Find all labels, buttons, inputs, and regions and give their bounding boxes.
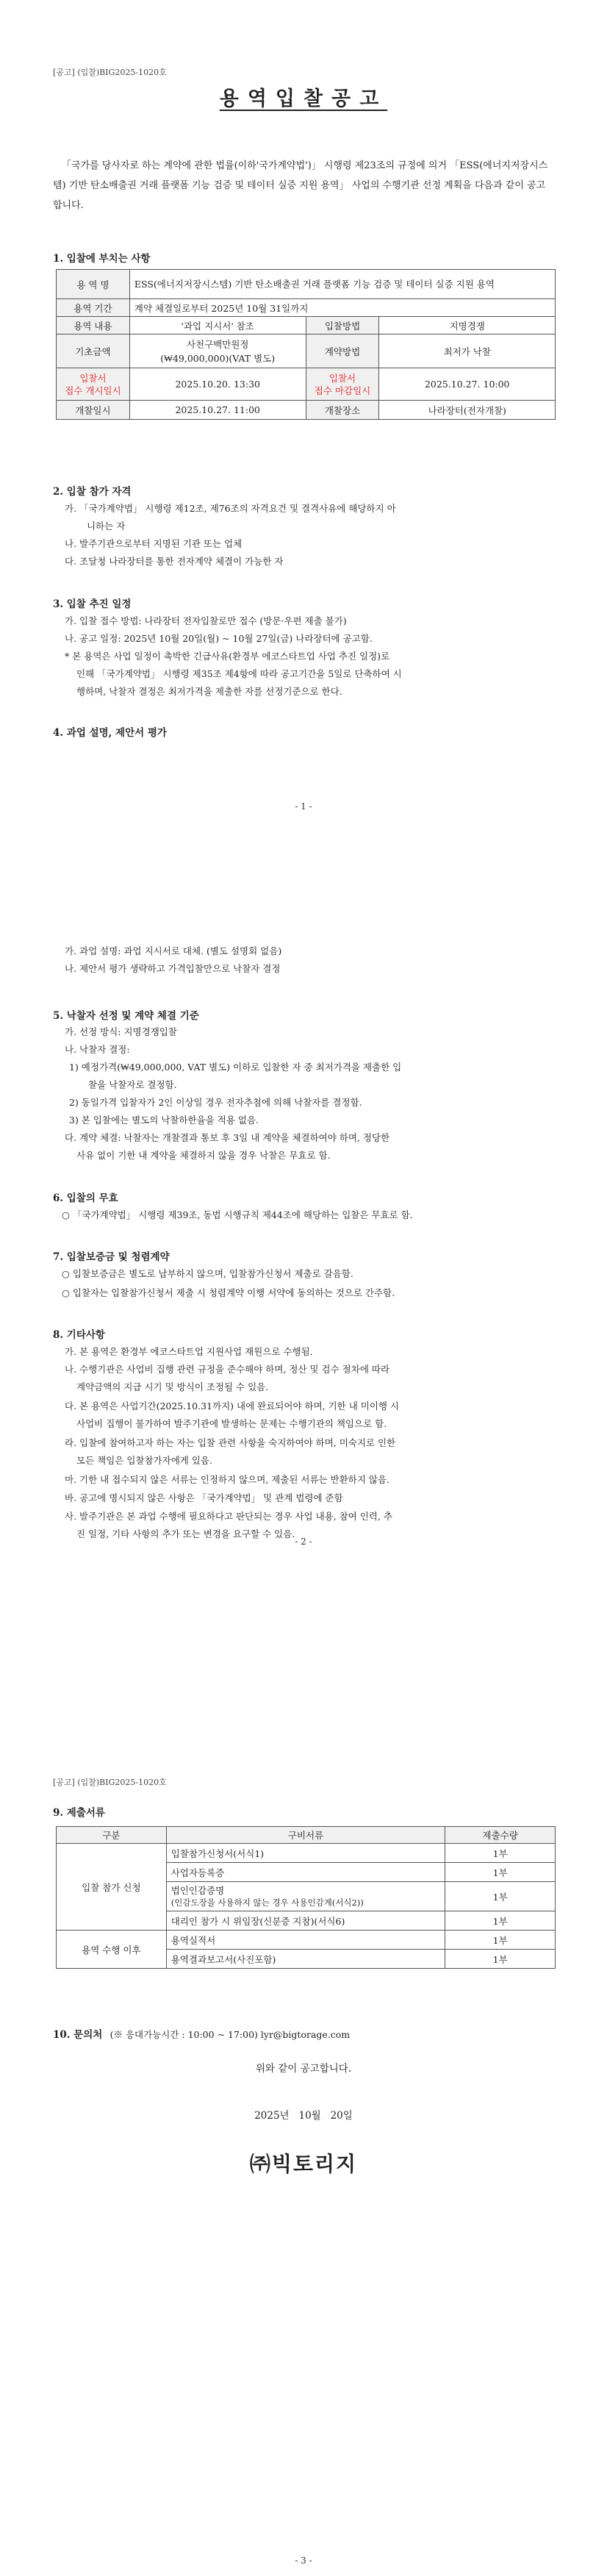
section-5-item-b1: 1) 예정가격(₩49,000,000, VAT 별도) 이하로 입찰한 자 중 최저가격을 제출한 입 xyxy=(69,1062,402,1073)
base-amount-number: (₩49,000,000)(VAT 별도) xyxy=(160,352,276,364)
docs-item-corporate-seal-qty: 1부 xyxy=(445,1882,556,1911)
page-number-3: - 3 - xyxy=(295,2555,312,2566)
bid-table-label-opening-time: 개찰일시 xyxy=(57,401,130,420)
section-6-item-a: ○ 「국가계약법」 시행령 제39조, 동법 시행규칙 제44조에 해당하는 입찰은 무효로 함. xyxy=(62,1209,413,1220)
section-3-note-line3: 행하며, 낙찰자 결정은 최저가격을 제출한 자를 선정기준으로 한다. xyxy=(76,686,342,697)
docs-group-after-service: 용역 수행 이후 xyxy=(57,1931,167,1969)
closing-statement: 위와 같이 공고합니다. xyxy=(255,2063,352,2075)
docs-item-application-form: 입찰참가신청서(서식1) xyxy=(166,1844,445,1863)
base-amount-words: 사천구백만원정 xyxy=(186,338,249,350)
bid-info-table xyxy=(56,269,556,420)
page-number-1: - 1 - xyxy=(295,801,312,812)
section-8-title: 8. 기타사항 xyxy=(53,1329,105,1341)
section-3-note-line2: 인해 「국가계약법」 시행령 제35조 제4항에 따라 공고기간을 5일로 단축하여 시 xyxy=(76,668,402,679)
section-8-item-c-cont: 사업비 집행이 불가하여 발주기관에 발생하는 문제는 수행기관의 책임으로 함. xyxy=(76,1418,387,1429)
bid-table-period: 계약 체결일로부터 2025년 10월 31일까지 xyxy=(129,299,555,317)
section-3-item-a: 가. 입찰 접수 방법: 나라장터 전자입찰로만 접수 (방문·우편 제출 불가) xyxy=(65,615,347,626)
section-8-item-g-cont: 진 일정, 기타 사항의 추가 또는 변경을 요구할 수 있음. xyxy=(76,1528,295,1539)
bid-table-contract-method: 최저가 낙찰 xyxy=(379,334,556,368)
section-5-title: 5. 낙찰자 선정 및 계약 체결 기준 xyxy=(53,1010,199,1022)
section-2-title: 2. 입찰 참가 자격 xyxy=(53,486,132,498)
intro-paragraph: 「국가를 당사자로 하는 계약에 관한 법률(이하'국가계약법')」 시행령 제23조의 규정에 의거 「ESS(에너지저장시스템) 기반 탄소배출권 거래 플랫폼 기능 검증 및 테이터 실증 지원 용역」 사업의 수행기관 선정 계획을 다음과 같이 공고합니다. xyxy=(53,160,548,211)
section-2-item-c: 다. 조달청 나라장터를 통한 전자계약 체결이 가능한 자 xyxy=(65,556,284,567)
bid-table-base-amount xyxy=(129,334,306,368)
docs-item-application-form-qty: 1부 xyxy=(445,1844,556,1863)
section-5-item-b3: 3) 본 입찰에는 별도의 낙찰하한율을 적용 없음. xyxy=(69,1115,259,1126)
section-8-item-b: 나. 수행기관은 사업비 집행 관련 규정을 준수해야 하며, 정산 및 검수 절차에 따라 xyxy=(65,1364,390,1375)
docs-header-documents: 구비서류 xyxy=(166,1827,445,1844)
section-8-item-d: 라. 입찰에 참여하고자 하는 자는 입찰 관련 사항을 숙지하여야 하며, 미숙지로 인한 xyxy=(65,1437,396,1448)
bid-table-label-close-time xyxy=(306,368,379,401)
docs-group-bid-application: 입찰 참가 신청 xyxy=(57,1844,167,1931)
page-title: 용역입찰공고 xyxy=(219,87,388,110)
docs-header-quantity: 제출수량 xyxy=(445,1827,556,1844)
section-7-item-a: ○ 입찰보증금은 별도로 납부하지 않으며, 입찰참가신청서 제출로 갈음함. xyxy=(62,1268,353,1279)
section-6-title: 6. 입찰의 무효 xyxy=(53,1192,118,1204)
open-label-line1: 입찰서 xyxy=(79,372,107,384)
section-3-note-line1: * 본 용역은 사업 일정이 촉박한 긴급사유(환경부 에코스타트업 사업 추진 일정)로 xyxy=(65,651,390,662)
corporate-seal-line2: (인감도장을 사용하지 않는 경우 사용인감계(서식2)) xyxy=(170,1897,364,1908)
section-5-item-c-cont: 사유 없이 기한 내 계약을 체결하지 않을 경우 낙찰은 무효로 함. xyxy=(76,1150,331,1161)
submission-documents-table xyxy=(56,1826,556,1969)
bid-table-open-time: 2025.10.20. 13:30 xyxy=(129,368,306,401)
section-8-item-a: 가. 본 용역은 환경부 에코스타트업 지원사업 재원으로 수행됨. xyxy=(65,1346,313,1357)
section-5-item-a: 가. 선정 방식: 지명경쟁입찰 xyxy=(65,1026,177,1037)
section-5-item-c: 다. 계약 체결: 낙찰자는 개찰결과 통보 후 3일 내 계약을 체결하여야 하며, 정당한 xyxy=(65,1132,390,1143)
bid-table-label-base-amount: 기초금액 xyxy=(57,334,130,368)
bid-table-service-name: ESS(에너지저장시스템) 기반 탄소배출권 거래 플랫폼 기능 검증 및 테이터 실증 지원 용역 xyxy=(129,270,555,299)
bid-table-label-period: 용역 기간 xyxy=(57,299,130,317)
bid-table-content: '과업 지시서' 참조 xyxy=(129,317,306,334)
section-5-item-b2: 2) 동일가격 입찰자가 2인 이상일 경우 전자추첨에 의해 낙찰자를 결정함. xyxy=(69,1097,362,1108)
page-number-2: - 2 - xyxy=(295,1536,312,1547)
company-signature: ㈜빅토리지 xyxy=(249,2152,358,2176)
section-10 xyxy=(53,2026,350,2041)
contact-detail: (※ 응대가능시간 : 10:00 ~ 17:00) lyr@bigtorage.com xyxy=(109,2029,351,2040)
bid-table-opening-place: 나라장터(전자개찰) xyxy=(379,401,556,420)
section-1-title: 1. 입찰에 부치는 사항 xyxy=(53,253,151,265)
docs-item-result-report: 용역결과보고서(사진포함) xyxy=(166,1950,445,1969)
section-8-item-b-cont: 계약금액의 지급 시기 및 방식이 조정될 수 있음. xyxy=(76,1381,269,1392)
bid-table-bid-method: 지명경쟁 xyxy=(379,317,556,334)
notice-header: [공고] (입찰)BIG2025-1020호 xyxy=(53,68,167,77)
bid-table-label-contract-method: 계약방법 xyxy=(306,334,379,368)
docs-item-power-of-attorney-qty: 1부 xyxy=(445,1911,556,1931)
docs-header-category: 구분 xyxy=(57,1827,167,1844)
section-2-item-a-cont: 니하는 자 xyxy=(87,520,126,532)
open-label-line2: 접수 개시일시 xyxy=(65,384,121,396)
bid-table-label-service-name: 용 역 명 xyxy=(57,270,130,299)
section-4-item-a: 가. 과업 설명: 과업 지시서로 대체. (별도 설명회 없음) xyxy=(65,945,282,956)
section-3-title: 3. 입찰 추진 일정 xyxy=(53,598,132,610)
section-7-item-b: ○ 입찰자는 입찰참가신청서 제출 시 청렴계약 이행 서약에 동의하는 것으로 간주함. xyxy=(62,1287,395,1298)
corporate-seal-line1: 법인인감증명 xyxy=(170,1884,225,1896)
page-3 xyxy=(0,1717,607,2576)
section-3-item-b: 나. 공고 일정: 2025년 10월 20일(월) ~ 10월 27일(금) 나라장터에 공고함. xyxy=(65,633,373,644)
notice-date: 2025년 10월 20일 xyxy=(254,2110,353,2122)
bid-table-close-time: 2025.10.27. 10:00 xyxy=(379,368,556,401)
docs-item-service-record: 용역실적서 xyxy=(166,1931,445,1950)
page-1 xyxy=(0,0,607,859)
docs-item-result-report-qty: 1부 xyxy=(445,1950,556,1969)
section-4-item-b: 나. 제안서 평가 생략하고 가격입찰만으로 낙찰자 결정 xyxy=(65,963,281,974)
section-8-item-d-cont: 모든 책임은 입찰참가자에게 있음. xyxy=(76,1455,212,1466)
section-2-item-b: 나. 발주기관으로부터 지명된 기관 또는 업체 xyxy=(65,538,243,549)
bid-table-label-bid-method: 입찰방법 xyxy=(306,317,379,334)
section-7-title: 7. 입찰보증금 및 청렴계약 xyxy=(53,1251,170,1263)
section-4-title: 4. 과업 설명, 제안서 평가 xyxy=(53,727,167,739)
section-5-item-b: 나. 낙찰자 결정: xyxy=(65,1044,130,1055)
section-8-item-g: 사. 발주기관은 본 과업 수행에 필요하다고 판단되는 경우 사업 내용, 참여 인력, 추 xyxy=(65,1511,393,1522)
close-label-line1: 입찰서 xyxy=(328,372,356,384)
bid-table-label-content: 용역 내용 xyxy=(57,317,130,334)
section-10-title: 10. 문의처 xyxy=(53,2029,103,2041)
section-2-item-a: 가. 「국가계약법」 시행령 제12조, 제76조의 자격요건 및 결격사유에 해당하지 아 xyxy=(65,503,396,514)
docs-item-corporate-seal xyxy=(166,1882,445,1911)
section-5-item-b1-cont: 찰을 낙찰자로 결정함. xyxy=(88,1079,177,1090)
notice-header-p3: [공고] (입찰)BIG2025-1020호 xyxy=(53,1778,167,1787)
section-8-item-c: 다. 본 용역은 사업기간(2025.10.31까지) 내에 완료되어야 하며, 기한 내 미이행 시 xyxy=(65,1400,400,1412)
bid-table-label-opening-place: 개찰장소 xyxy=(306,401,379,420)
docs-item-business-registration-qty: 1부 xyxy=(445,1863,556,1882)
docs-item-service-record-qty: 1부 xyxy=(445,1931,556,1950)
docs-item-business-registration: 사업자등록증 xyxy=(166,1863,445,1882)
section-8-item-f: 바. 공고에 명시되지 않은 사항은 「국가계약법」 및 관계 법령에 준함 xyxy=(65,1492,343,1503)
bid-table-label-open-time xyxy=(57,368,130,401)
close-label-line2: 접수 마감일시 xyxy=(314,384,371,396)
bid-table-opening-time: 2025.10.27. 11:00 xyxy=(129,401,306,420)
section-9-title: 9. 제출서류 xyxy=(53,1807,105,1819)
page-2 xyxy=(0,859,607,1717)
docs-item-power-of-attorney: 대리인 참가 시 위임장(신분증 지참)(서식6) xyxy=(166,1911,445,1931)
section-8-item-e: 마. 기한 내 접수되지 않은 서류는 인정하지 않으며, 제출된 서류는 반환하지 않음. xyxy=(65,1474,390,1485)
